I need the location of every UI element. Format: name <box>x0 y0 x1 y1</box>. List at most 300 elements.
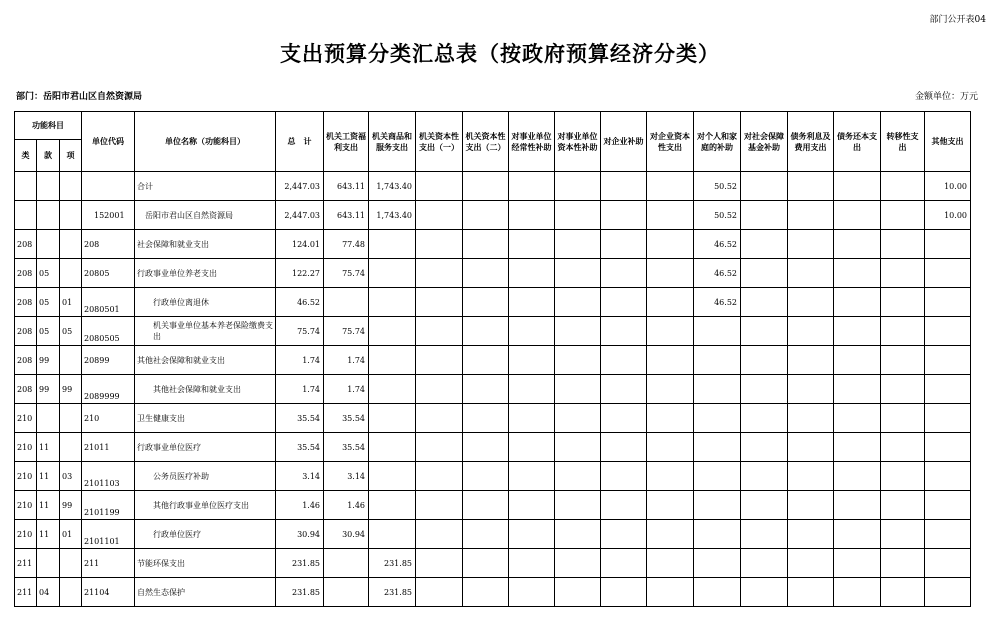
header-c1: 机关工资福利支出 <box>324 112 369 172</box>
cell-c4 <box>463 578 509 607</box>
cell-c14 <box>925 433 971 462</box>
cell-xiang <box>60 404 82 433</box>
cell-kuan: 99 <box>37 346 60 375</box>
cell-c3 <box>416 201 463 230</box>
cell-total: 3.14 <box>276 462 324 491</box>
cell-c1: 30.94 <box>324 520 369 549</box>
cell-c5 <box>509 317 555 346</box>
cell-c14 <box>925 404 971 433</box>
cell-lei: 208 <box>15 346 37 375</box>
cell-c4 <box>463 549 509 578</box>
table-row <box>15 578 971 607</box>
cell-lei <box>15 172 37 201</box>
cell-c12 <box>834 230 881 259</box>
cell-c3 <box>416 549 463 578</box>
header-total: 总 计 <box>276 112 324 172</box>
cell-xiang <box>60 230 82 259</box>
cell-total: 231.85 <box>276 549 324 578</box>
cell-c7 <box>601 578 647 607</box>
cell-c9: 50.52 <box>694 172 741 201</box>
cell-c10 <box>741 520 788 549</box>
cell-c11 <box>788 549 834 578</box>
cell-c13 <box>881 549 925 578</box>
cell-c7 <box>601 172 647 201</box>
cell-c4 <box>463 462 509 491</box>
cell-c2 <box>369 230 416 259</box>
cell-unit-name: 行政单位医疗 <box>135 520 276 549</box>
cell-c6 <box>555 462 601 491</box>
cell-unit-code <box>82 172 135 201</box>
cell-c3 <box>416 404 463 433</box>
cell-c11 <box>788 433 834 462</box>
cell-total: 46.52 <box>276 288 324 317</box>
cell-kuan: 04 <box>37 578 60 607</box>
cell-unit-name: 自然生态保护 <box>135 578 276 607</box>
table-row <box>15 462 971 491</box>
header-xiang: 项 <box>60 140 82 172</box>
cell-kuan <box>37 172 60 201</box>
cell-unit-code: 20899 <box>82 346 135 375</box>
cell-c8 <box>647 230 694 259</box>
cell-total: 35.54 <box>276 433 324 462</box>
cell-kuan: 11 <box>37 462 60 491</box>
cell-c7 <box>601 230 647 259</box>
cell-c8 <box>647 520 694 549</box>
cell-c10 <box>741 259 788 288</box>
cell-c10 <box>741 172 788 201</box>
cell-lei: 210 <box>15 433 37 462</box>
cell-c5 <box>509 433 555 462</box>
cell-c2 <box>369 520 416 549</box>
cell-c8 <box>647 549 694 578</box>
cell-total: 124.01 <box>276 230 324 259</box>
cell-c12 <box>834 520 881 549</box>
cell-c12 <box>834 404 881 433</box>
cell-c2: 231.85 <box>369 549 416 578</box>
cell-c13 <box>881 201 925 230</box>
cell-total: 30.94 <box>276 520 324 549</box>
cell-c3 <box>416 172 463 201</box>
cell-unit-code: 152001 <box>82 201 135 230</box>
cell-c7 <box>601 433 647 462</box>
cell-c11 <box>788 172 834 201</box>
cell-c4 <box>463 404 509 433</box>
page-title: 支出预算分类汇总表（按政府预算经济分类） <box>280 41 720 66</box>
table-row <box>15 346 971 375</box>
cell-c2 <box>369 491 416 520</box>
cell-c12 <box>834 259 881 288</box>
cell-c13 <box>881 317 925 346</box>
cell-c3 <box>416 230 463 259</box>
header-c2: 机关商品和服务支出 <box>369 112 416 172</box>
cell-unit-code: 2101101 <box>82 520 135 549</box>
cell-unit-code: 208 <box>82 230 135 259</box>
cell-c4 <box>463 491 509 520</box>
cell-unit-name: 岳阳市君山区自然资源局 <box>135 201 276 230</box>
cell-c10 <box>741 433 788 462</box>
cell-c2 <box>369 404 416 433</box>
cell-c7 <box>601 317 647 346</box>
cell-c11 <box>788 346 834 375</box>
cell-c10 <box>741 375 788 404</box>
cell-c10 <box>741 346 788 375</box>
cell-lei: 210 <box>15 520 37 549</box>
cell-c6 <box>555 404 601 433</box>
cell-c5 <box>509 201 555 230</box>
cell-c4 <box>463 172 509 201</box>
header-c7: 对企业补助 <box>601 112 647 172</box>
cell-kuan: 11 <box>37 433 60 462</box>
cell-unit-code: 2089999 <box>82 375 135 404</box>
cell-xiang <box>60 172 82 201</box>
cell-c14 <box>925 317 971 346</box>
cell-c7 <box>601 346 647 375</box>
cell-c4 <box>463 317 509 346</box>
cell-lei: 210 <box>15 462 37 491</box>
cell-c5 <box>509 404 555 433</box>
cell-c13 <box>881 520 925 549</box>
cell-c9 <box>694 404 741 433</box>
cell-c2 <box>369 346 416 375</box>
cell-unit-name: 合计 <box>135 172 276 201</box>
cell-c7 <box>601 549 647 578</box>
cell-c2 <box>369 317 416 346</box>
cell-c3 <box>416 259 463 288</box>
cell-c4 <box>463 259 509 288</box>
cell-c12 <box>834 317 881 346</box>
cell-c12 <box>834 491 881 520</box>
cell-c10 <box>741 230 788 259</box>
cell-c7 <box>601 462 647 491</box>
cell-c8 <box>647 346 694 375</box>
cell-c9 <box>694 462 741 491</box>
cell-xiang: 05 <box>60 317 82 346</box>
cell-xiang: 03 <box>60 462 82 491</box>
cell-c3 <box>416 288 463 317</box>
cell-kuan: 11 <box>37 491 60 520</box>
cell-xiang <box>60 259 82 288</box>
cell-c4 <box>463 346 509 375</box>
cell-c6 <box>555 346 601 375</box>
header-c3: 机关资本性支出（一） <box>416 112 463 172</box>
cell-kuan <box>37 549 60 578</box>
cell-c7 <box>601 491 647 520</box>
cell-c1 <box>324 549 369 578</box>
cell-c1: 1.46 <box>324 491 369 520</box>
cell-c2 <box>369 288 416 317</box>
cell-total: 122.27 <box>276 259 324 288</box>
cell-c4 <box>463 201 509 230</box>
cell-c9 <box>694 549 741 578</box>
cell-c7 <box>601 404 647 433</box>
cell-c10 <box>741 288 788 317</box>
cell-c14 <box>925 259 971 288</box>
cell-xiang <box>60 433 82 462</box>
cell-c9 <box>694 491 741 520</box>
cell-c1: 35.54 <box>324 433 369 462</box>
cell-total: 1.74 <box>276 346 324 375</box>
cell-lei: 211 <box>15 549 37 578</box>
header-kuan: 款 <box>37 140 60 172</box>
cell-c11 <box>788 201 834 230</box>
cell-total: 35.54 <box>276 404 324 433</box>
cell-c13 <box>881 578 925 607</box>
cell-unit-name: 其他社会保障和就业支出 <box>135 346 276 375</box>
cell-c14 <box>925 230 971 259</box>
cell-total: 75.74 <box>276 317 324 346</box>
cell-c5 <box>509 230 555 259</box>
table-row <box>15 375 971 404</box>
cell-c1 <box>324 578 369 607</box>
cell-c1: 1.74 <box>324 375 369 404</box>
cell-lei: 211 <box>15 578 37 607</box>
cell-xiang <box>60 578 82 607</box>
cell-c3 <box>416 433 463 462</box>
cell-c8 <box>647 317 694 346</box>
cell-kuan <box>37 201 60 230</box>
cell-c12 <box>834 578 881 607</box>
header-lei: 类 <box>15 140 37 172</box>
cell-c9: 46.52 <box>694 259 741 288</box>
cell-unit-code: 21104 <box>82 578 135 607</box>
cell-c14: 10.00 <box>925 201 971 230</box>
cell-c9 <box>694 317 741 346</box>
cell-xiang <box>60 346 82 375</box>
cell-c5 <box>509 259 555 288</box>
cell-lei: 210 <box>15 491 37 520</box>
cell-unit-name: 卫生健康支出 <box>135 404 276 433</box>
cell-unit-code: 2080505 <box>82 317 135 346</box>
cell-c6 <box>555 259 601 288</box>
cell-c5 <box>509 172 555 201</box>
cell-kuan: 05 <box>37 259 60 288</box>
cell-xiang: 01 <box>60 520 82 549</box>
cell-unit-code: 210 <box>82 404 135 433</box>
cell-c3 <box>416 578 463 607</box>
cell-total: 231.85 <box>276 578 324 607</box>
header-unit-code: 单位代码 <box>82 112 135 172</box>
cell-unit-code: 2101103 <box>82 462 135 491</box>
cell-lei: 210 <box>15 404 37 433</box>
cell-xiang <box>60 201 82 230</box>
cell-c9 <box>694 578 741 607</box>
cell-kuan <box>37 230 60 259</box>
cell-c14: 10.00 <box>925 172 971 201</box>
cell-c2: 1,743.40 <box>369 172 416 201</box>
cell-c3 <box>416 317 463 346</box>
cell-c10 <box>741 578 788 607</box>
cell-c2 <box>369 433 416 462</box>
cell-c6 <box>555 549 601 578</box>
cell-c13 <box>881 172 925 201</box>
cell-unit-name: 其他行政事业单位医疗支出 <box>135 491 276 520</box>
table-number-label: 部门公开表04 <box>929 15 986 25</box>
header-c9: 对个人和家庭的补助 <box>694 112 741 172</box>
cell-unit-name: 其他社会保障和就业支出 <box>135 375 276 404</box>
cell-c1: 35.54 <box>324 404 369 433</box>
cell-c8 <box>647 288 694 317</box>
cell-c6 <box>555 375 601 404</box>
cell-c8 <box>647 375 694 404</box>
cell-c1: 75.74 <box>324 317 369 346</box>
cell-c10 <box>741 549 788 578</box>
cell-c13 <box>881 346 925 375</box>
cell-c14 <box>925 520 971 549</box>
cell-xiang: 99 <box>60 375 82 404</box>
table-row <box>15 491 971 520</box>
cell-unit-code: 211 <box>82 549 135 578</box>
cell-c13 <box>881 288 925 317</box>
cell-c12 <box>834 462 881 491</box>
cell-unit-name: 机关事业单位基本养老保险缴费支出 <box>135 317 276 346</box>
cell-lei: 208 <box>15 317 37 346</box>
table-row <box>15 172 971 201</box>
cell-total: 2,447.03 <box>276 201 324 230</box>
cell-c10 <box>741 201 788 230</box>
cell-c9: 46.52 <box>694 230 741 259</box>
cell-c10 <box>741 462 788 491</box>
cell-c7 <box>601 375 647 404</box>
cell-c8 <box>647 491 694 520</box>
cell-c6 <box>555 317 601 346</box>
table-row <box>15 520 971 549</box>
cell-unit-code: 20805 <box>82 259 135 288</box>
cell-kuan <box>37 404 60 433</box>
cell-c8 <box>647 433 694 462</box>
cell-lei: 208 <box>15 259 37 288</box>
cell-c9: 50.52 <box>694 201 741 230</box>
cell-c12 <box>834 201 881 230</box>
cell-c4 <box>463 433 509 462</box>
cell-c10 <box>741 317 788 346</box>
cell-unit-name: 节能环保支出 <box>135 549 276 578</box>
cell-c4 <box>463 288 509 317</box>
cell-c13 <box>881 491 925 520</box>
cell-kuan: 11 <box>37 520 60 549</box>
cell-total: 1.46 <box>276 491 324 520</box>
cell-total: 1.74 <box>276 375 324 404</box>
cell-unit-name: 行政事业单位医疗 <box>135 433 276 462</box>
cell-c6 <box>555 201 601 230</box>
table-row <box>15 288 971 317</box>
cell-c7 <box>601 201 647 230</box>
table-row <box>15 404 971 433</box>
cell-c9: 46.52 <box>694 288 741 317</box>
cell-c14 <box>925 375 971 404</box>
cell-unit-name: 行政事业单位养老支出 <box>135 259 276 288</box>
cell-c14 <box>925 346 971 375</box>
header-func-subject: 功能科目 <box>15 112 82 140</box>
cell-c6 <box>555 230 601 259</box>
cell-c3 <box>416 375 463 404</box>
department-label: 部门：岳阳市君山区自然资源局 <box>16 92 143 102</box>
header-c10: 对社会保障基金补助 <box>741 112 788 172</box>
cell-c6 <box>555 578 601 607</box>
cell-c11 <box>788 578 834 607</box>
cell-c1: 77.48 <box>324 230 369 259</box>
budget-table <box>14 111 971 607</box>
cell-c5 <box>509 491 555 520</box>
cell-c5 <box>509 578 555 607</box>
cell-c5 <box>509 549 555 578</box>
cell-c13 <box>881 433 925 462</box>
cell-c12 <box>834 346 881 375</box>
header-c12: 债务还本支出 <box>834 112 881 172</box>
cell-total: 2,447.03 <box>276 172 324 201</box>
cell-c3 <box>416 462 463 491</box>
cell-c2 <box>369 259 416 288</box>
cell-c8 <box>647 259 694 288</box>
header-c13: 转移性支出 <box>881 112 925 172</box>
cell-c2 <box>369 375 416 404</box>
cell-c11 <box>788 462 834 491</box>
cell-c12 <box>834 549 881 578</box>
cell-c2: 231.85 <box>369 578 416 607</box>
cell-c12 <box>834 288 881 317</box>
table-row <box>15 549 971 578</box>
header-c14: 其他支出 <box>925 112 971 172</box>
cell-c5 <box>509 375 555 404</box>
cell-c6 <box>555 491 601 520</box>
cell-c6 <box>555 433 601 462</box>
cell-c2: 1,743.40 <box>369 201 416 230</box>
cell-c5 <box>509 346 555 375</box>
cell-c8 <box>647 462 694 491</box>
cell-kuan: 05 <box>37 317 60 346</box>
cell-c4 <box>463 520 509 549</box>
cell-c5 <box>509 520 555 549</box>
cell-kuan: 99 <box>37 375 60 404</box>
cell-c9 <box>694 433 741 462</box>
cell-c11 <box>788 259 834 288</box>
cell-c8 <box>647 578 694 607</box>
cell-c7 <box>601 520 647 549</box>
cell-c9 <box>694 520 741 549</box>
cell-c11 <box>788 288 834 317</box>
cell-c11 <box>788 230 834 259</box>
cell-c7 <box>601 288 647 317</box>
cell-c13 <box>881 462 925 491</box>
cell-c5 <box>509 462 555 491</box>
cell-c10 <box>741 491 788 520</box>
table-row <box>15 317 971 346</box>
amount-unit-label: 金额单位：万元 <box>914 92 978 102</box>
cell-c8 <box>647 404 694 433</box>
cell-c4 <box>463 230 509 259</box>
cell-xiang: 99 <box>60 491 82 520</box>
header-c6: 对事业单位资本性补助 <box>555 112 601 172</box>
cell-c3 <box>416 346 463 375</box>
table-row <box>15 230 971 259</box>
cell-c6 <box>555 288 601 317</box>
header-c5: 对事业单位经常性补助 <box>509 112 555 172</box>
cell-c1: 643.11 <box>324 172 369 201</box>
cell-c9 <box>694 346 741 375</box>
cell-lei <box>15 201 37 230</box>
cell-c1: 1.74 <box>324 346 369 375</box>
cell-c4 <box>463 375 509 404</box>
cell-c6 <box>555 520 601 549</box>
cell-c14 <box>925 549 971 578</box>
cell-c14 <box>925 491 971 520</box>
cell-lei: 208 <box>15 288 37 317</box>
header-unit-name: 单位名称（功能科目） <box>135 112 276 172</box>
header-c11: 债务利息及费用支出 <box>788 112 834 172</box>
table-row <box>15 259 971 288</box>
cell-kuan: 05 <box>37 288 60 317</box>
cell-c1: 643.11 <box>324 201 369 230</box>
cell-c1 <box>324 288 369 317</box>
